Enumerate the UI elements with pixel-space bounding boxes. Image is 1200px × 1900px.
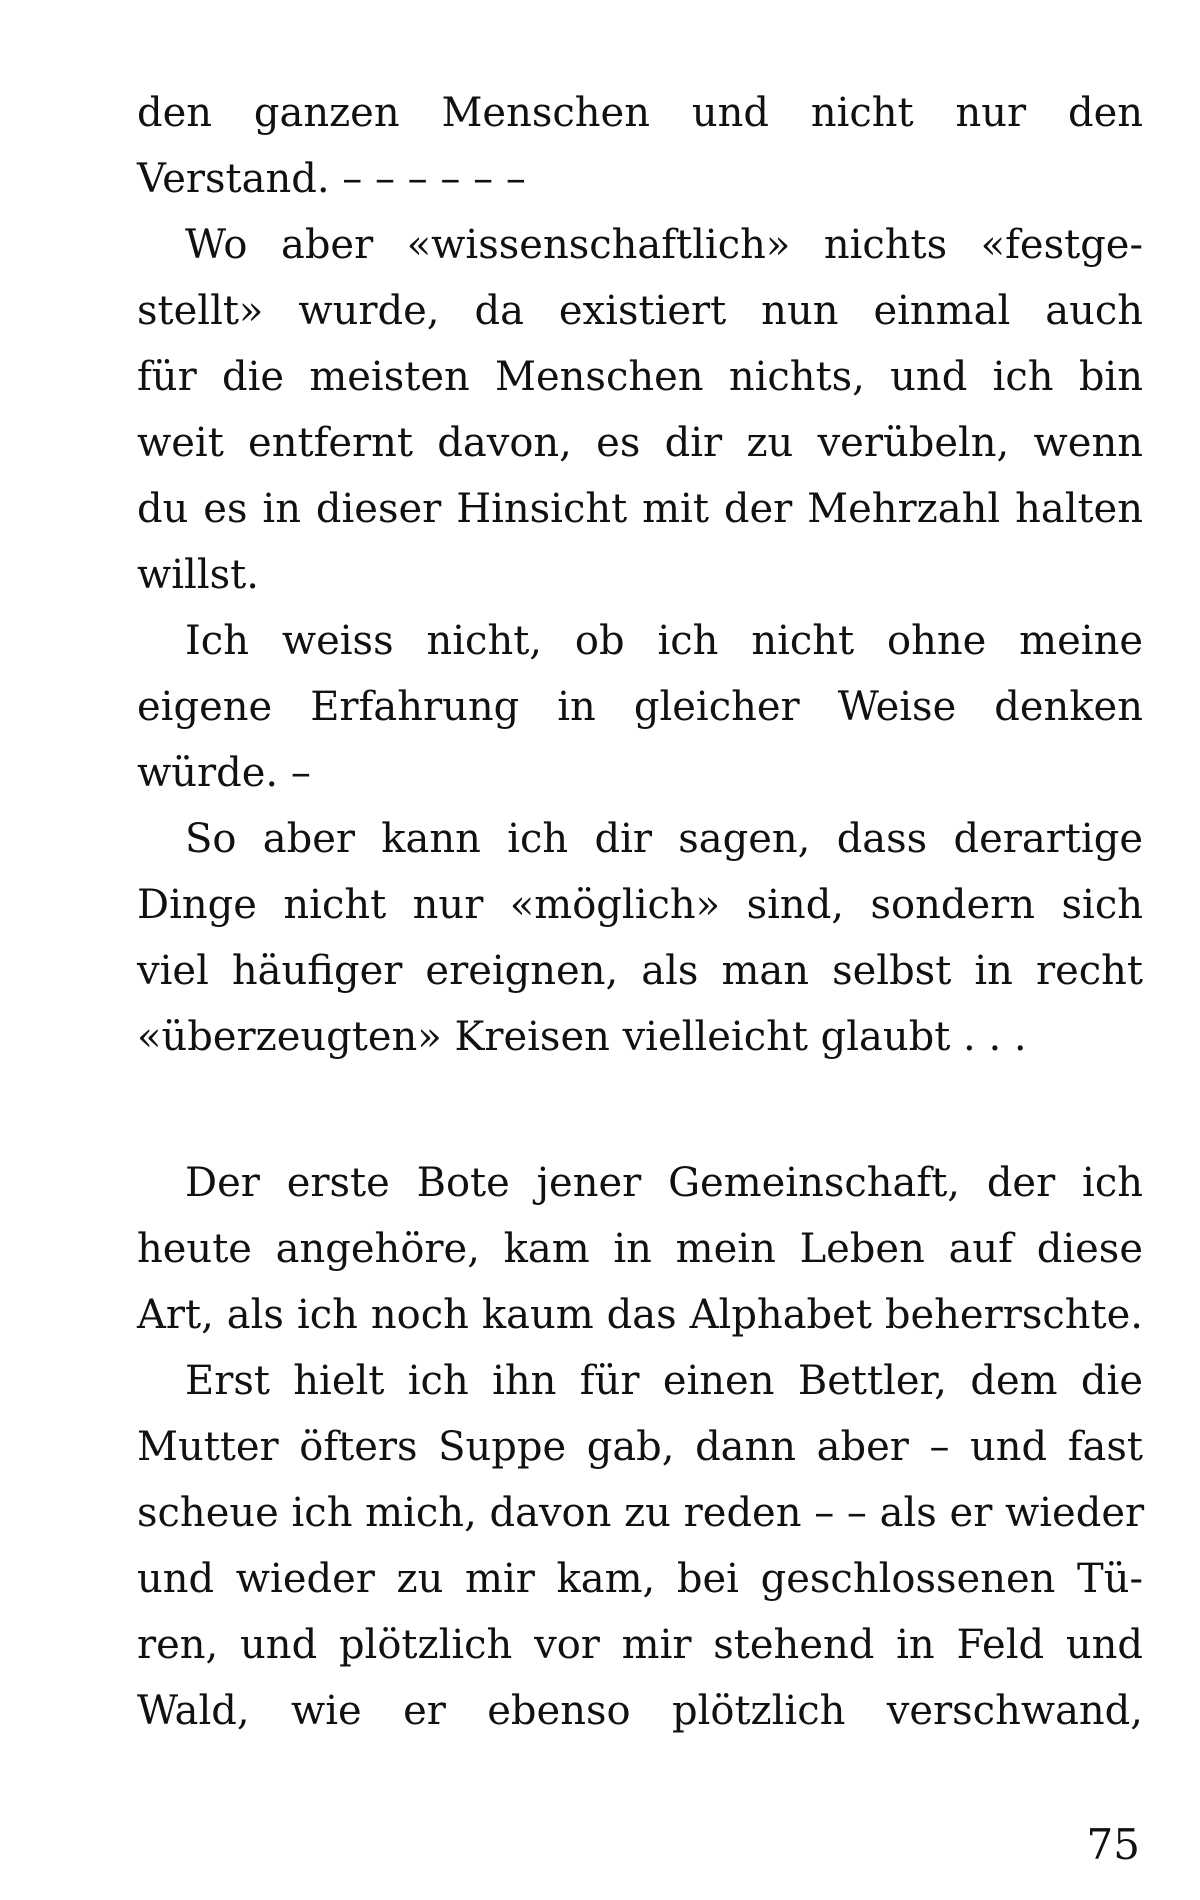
text-line: Wald, wie er ebenso plötzlich verschwand, <box>137 1688 1143 1734</box>
text-line: eigene Erfahrung in gleicher Weise denken <box>137 684 1143 730</box>
text-line: Erst hielt ich ihn für einen Bettler, dem die <box>185 1358 1143 1404</box>
text-line: Wo aber «wissenschaftlich» nichts «festge- <box>185 222 1143 268</box>
text-line: Dinge nicht nur «möglich» sind, sondern sich <box>137 882 1143 928</box>
text-line: Verstand. – – – – – – <box>137 156 526 202</box>
text-line: stellt» wurde, da existiert nun einmal auch <box>137 288 1143 334</box>
text-line: Art, als ich noch kaum das Alphabet beherrschte. <box>137 1292 1143 1338</box>
text-line: Ich weiss nicht, ob ich nicht ohne meine <box>185 618 1143 664</box>
text-line: würde. – <box>137 750 311 796</box>
page-number: 75 <box>1086 1820 1140 1869</box>
text-line: So aber kann ich dir sagen, dass derartige <box>185 816 1143 862</box>
text-line: und wieder zu mir kam, bei geschlossenen Tü- <box>137 1556 1143 1602</box>
text-line: für die meisten Menschen nichts, und ich bin <box>137 354 1143 400</box>
text-line: viel häufiger ereignen, als man selbst in recht <box>137 948 1143 994</box>
text-line: ren, und plötzlich vor mir stehend in Feld und <box>137 1622 1143 1668</box>
text-line: du es in dieser Hinsicht mit der Mehrzahl halten <box>137 486 1143 532</box>
text-line: Mutter öfters Suppe gab, dann aber – und fast <box>137 1424 1143 1470</box>
text-line: willst. <box>137 552 259 598</box>
text-line: «überzeugten» Kreisen vielleicht glaubt . . . <box>137 1014 1027 1060</box>
text-line: scheue ich mich, davon zu reden – – als er wieder <box>137 1490 1145 1536</box>
text-line: heute angehöre, kam in mein Leben auf diese <box>137 1226 1143 1272</box>
text-line: weit entfernt davon, es dir zu verübeln, wenn <box>137 420 1143 466</box>
text-line: den ganzen Menschen und nicht nur den <box>137 90 1143 136</box>
text-line: Der erste Bote jener Gemeinschaft, der ich <box>185 1160 1143 1206</box>
